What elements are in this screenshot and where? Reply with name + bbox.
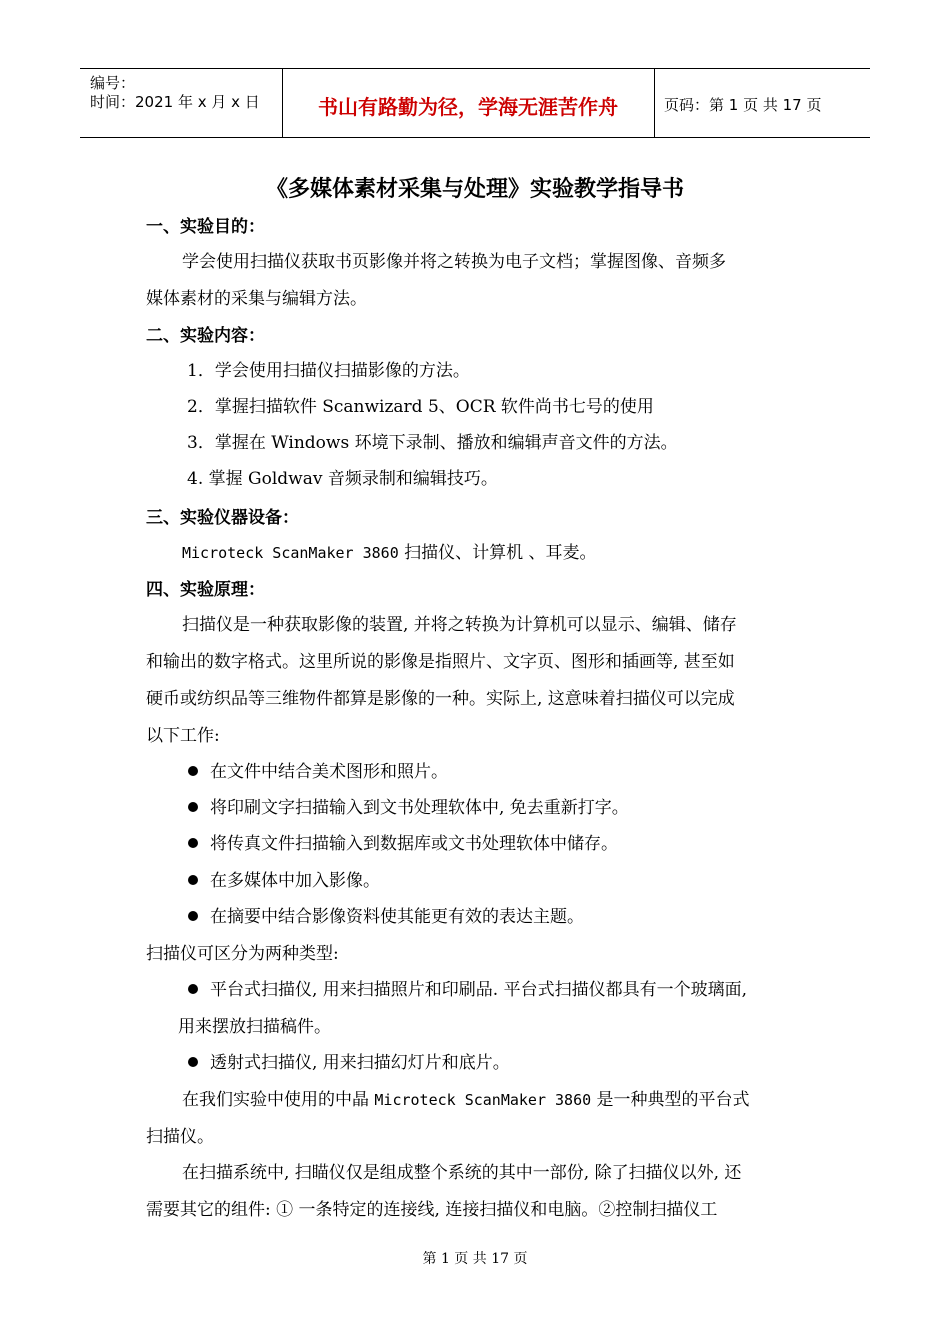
text-span: 是一种典型的平台式 bbox=[591, 1090, 750, 1110]
bullet-item bbox=[188, 757, 448, 782]
paragraph-line: 扫描仪可区分为两种类型: bbox=[146, 944, 339, 964]
bullet-text: 透射式扫描仪, 用来扫描幻灯片和底片。 bbox=[210, 1053, 510, 1073]
paragraph-line: 学会使用扫描仪获取书页影像并将之转换为电子文档；掌握图像、音频多 bbox=[182, 252, 726, 272]
header-time-label: 时间：2021 年 x 月 x 日 bbox=[90, 93, 260, 111]
section-heading-content: 二、实验内容： bbox=[146, 326, 265, 346]
section-heading-purpose: 一、实验目的： bbox=[146, 217, 265, 237]
bullet-icon bbox=[188, 875, 198, 885]
header-middle-cell bbox=[282, 69, 655, 137]
device-model: Microteck ScanMaker 3860 bbox=[374, 1091, 592, 1109]
paragraph-line: 用来摆放扫描稿件。 bbox=[178, 1017, 331, 1037]
header-number-label: 编号： bbox=[90, 74, 136, 92]
header-motto: 书山有路勤为径，学海无涯苦作舟 bbox=[318, 95, 618, 119]
bullet-icon bbox=[188, 911, 198, 921]
bullet-item bbox=[188, 1048, 510, 1073]
bullet-text: 在摘要中结合影像资料使其能更有效的表达主题。 bbox=[210, 907, 584, 927]
bullet-text: 在文件中结合美术图形和照片。 bbox=[210, 762, 448, 782]
bullet-icon bbox=[188, 1057, 198, 1067]
section-heading-equipment: 三、实验仪器设备： bbox=[146, 508, 299, 528]
paragraph-line: 以下工作: bbox=[146, 726, 220, 746]
section-heading-principle: 四、实验原理： bbox=[146, 580, 265, 600]
header-right-cell bbox=[655, 69, 870, 137]
bullet-item bbox=[188, 866, 380, 891]
paragraph-line: 在扫描系统中, 扫瞄仪仅是组成整个系统的其中一部份, 除了扫描仪以外, 还 bbox=[182, 1163, 742, 1183]
bullet-item bbox=[188, 902, 584, 927]
text-span: 在我们实验中使用的中晶 bbox=[182, 1090, 375, 1110]
list-item: 1．学会使用扫描仪扫描影像的方法。 bbox=[187, 361, 470, 381]
device-model: Microteck ScanMaker 3860 bbox=[182, 544, 399, 562]
bullet-icon bbox=[188, 766, 198, 776]
bullet-text: 将印刷文字扫描输入到文书处理软体中, 免去重新打字。 bbox=[210, 798, 629, 818]
list-item: 3．掌握在 Windows 环境下录制、播放和编辑声音文件的方法。 bbox=[187, 433, 678, 453]
paragraph-line: 硬币或纺织品等三维物件都算是影像的一种。实际上, 这意味着扫描仪可以完成 bbox=[146, 689, 735, 709]
paragraph-line: 需要其它的组件: ① 一条特定的连接线, 连接扫描仪和电脑。②控制扫描仪工 bbox=[146, 1200, 718, 1220]
paragraph-line: 媒体素材的采集与编辑方法。 bbox=[146, 289, 367, 309]
paragraph-line bbox=[182, 1085, 750, 1110]
bullet-item bbox=[188, 829, 618, 854]
bullet-icon bbox=[188, 984, 198, 994]
bullet-icon bbox=[188, 802, 198, 812]
bullet-text: 将传真文件扫描输入到数据库或文书处理软体中储存。 bbox=[210, 834, 618, 854]
page-footer: 第 1 页 共 17 页 bbox=[422, 1251, 528, 1267]
header-page-info: 页码：第 1 页 共 17 页 bbox=[664, 96, 822, 114]
bullet-text: 在多媒体中加入影像。 bbox=[210, 871, 380, 891]
document-title: 《多媒体素材采集与处理》实验教学指导书 bbox=[265, 177, 684, 202]
paragraph-line: 扫描仪。 bbox=[146, 1127, 214, 1147]
paragraph-line: 扫描仪是一种获取影像的装置, 并将之转换为计算机可以显示、编辑、储存 bbox=[182, 615, 737, 635]
list-item: 2．掌握扫描软件 Scanwizard 5、OCR 软件尚书七号的使用 bbox=[187, 397, 654, 417]
list-item: 4. 掌握 Goldwav 音频录制和编辑技巧。 bbox=[187, 469, 498, 489]
equipment-rest: 扫描仪、计算机 、耳麦。 bbox=[398, 543, 597, 563]
bullet-item bbox=[188, 793, 629, 818]
header-left-cell bbox=[80, 69, 283, 137]
header-table bbox=[80, 68, 870, 138]
equipment-line bbox=[182, 538, 597, 563]
bullet-icon bbox=[188, 838, 198, 848]
paragraph-line: 和输出的数字格式。这里所说的影像是指照片、文字页、图形和插画等, 甚至如 bbox=[146, 652, 735, 672]
bullet-text: 平台式扫描仪, 用来扫描照片和印刷品. 平台式扫描仪都具有一个玻璃面, bbox=[210, 980, 748, 1000]
bullet-item bbox=[188, 975, 747, 1000]
